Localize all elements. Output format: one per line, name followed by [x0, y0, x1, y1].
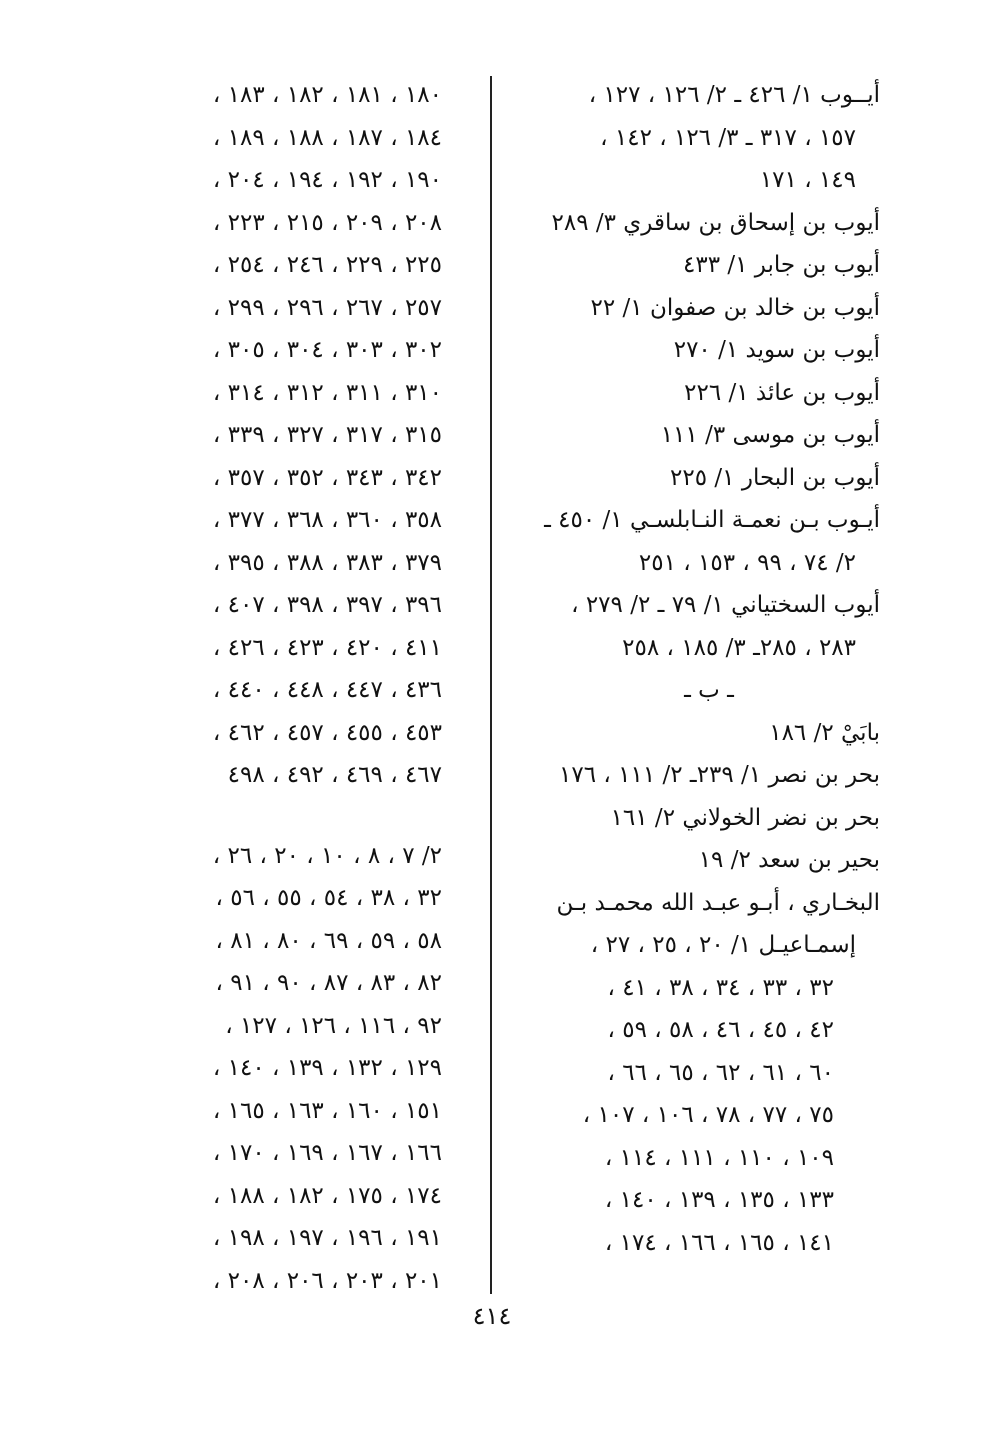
page-reference-line: ٥٨ ، ٥٩ ، ٦٩ ، ٨٠ ، ٨١ ، [215, 927, 442, 954]
index-continuation-line: ٤٢ ، ٤٥ ، ٤٦ ، ٥٨ ، ٥٩ ، [607, 1017, 834, 1043]
index-continuation-line: ١٣٣ ، ١٣٥ ، ١٣٩ ، ١٤٠ ، [604, 1187, 834, 1213]
index-entry: البخـاري ، أبـو عبـد الله محمـد بـن [556, 889, 880, 916]
page-reference-line: ٤٣٦ ، ٤٤٧ ، ٤٤٨ ، ٤٤٠ ، [212, 677, 442, 703]
section-heading: ـ ب ـ [684, 677, 734, 703]
page-reference-line: ٢٠٨ ، ٢٠٩ ، ٢١٥ ، ٢٢٣ ، [212, 209, 442, 236]
block-spacer [96, 797, 442, 835]
page-reference-line: ٤٥٣ ، ٤٥٥ ، ٤٥٧ ، ٤٦٢ ، [212, 719, 442, 746]
page-reference-line: ٣٢ ، ٣٨ ، ٥٤ ، ٥٥ ، ٥٦ ، [215, 885, 442, 911]
column-divider [490, 76, 492, 1294]
index-continuation-line: ٣٢ ، ٣٣ ، ٣٤ ، ٣٨ ، ٤١ ، [607, 974, 834, 1001]
index-entry: بحر بن نضر الخولاني ٢/ ١٦١ [610, 804, 880, 831]
index-entry: أيوب بن سويد ١/ ٢٧٠ [673, 337, 880, 363]
right-index-column [508, 74, 880, 1264]
index-continuation-line: إسمـاعيـل ١/ ٢٠ ، ٢٥ ، ٢٧ ، [590, 932, 856, 958]
page-reference-line: ١٦٦ ، ١٦٧ ، ١٦٩ ، ١٧٠ ، [212, 1140, 442, 1166]
index-entry: أيـوب بـن نعمـة النـابلسـي ١/ ٤٥٠ ـ [544, 507, 880, 533]
page-references-block-2 [96, 835, 442, 1303]
page-reference-line: ٢٥٧ ، ٢٦٧ ، ٢٩٦ ، ٢٩٩ ، [212, 294, 442, 321]
page-reference-line: ٣٧٩ ، ٣٨٣ ، ٣٨٨ ، ٣٩٥ ، [212, 549, 442, 576]
index-entry: أيوب بن جابر ١/ ٤٣٣ [683, 252, 880, 278]
page-reference-line: ١٨٤ ، ١٨٧ ، ١٨٨ ، ١٨٩ ، [212, 124, 442, 151]
page-reference-line: ٤٦٧ ، ٤٦٩ ، ٤٩٢ ، ٤٩٨ [227, 762, 442, 788]
index-continuation-line: ٢٨٣ ، ٢٨٥ـ ٣/ ١٨٥ ، ٢٥٨ [622, 634, 856, 661]
page-reference-line: ٢/ ٧ ، ٨ ، ١٠ ، ٢٠ ، ٢٦ ، [212, 842, 442, 869]
page-number: ٤١٤ [472, 1302, 512, 1330]
page-reference-line: ١٥١ ، ١٦٠ ، ١٦٣ ، ١٦٥ ، [212, 1097, 442, 1124]
page-reference-line: ٤١١ ، ٤٢٠ ، ٤٢٣ ، ٤٢٦ ، [212, 634, 442, 661]
page-reference-line: ٣٠٢ ، ٣٠٣ ، ٣٠٤ ، ٣٠٥ ، [212, 337, 442, 363]
index-continuation-line: ٧٥ ، ٧٧ ، ٧٨ ، ١٠٦ ، ١٠٧ ، [582, 1102, 834, 1128]
page-reference-line: ٢٠١ ، ٢٠٣ ، ٢٠٦ ، ٢٠٨ ، [212, 1267, 442, 1294]
index-entry: أيوب بن خالد بن صفوان ١/ ٢٢ [590, 294, 880, 321]
index-continuation-line: ٦٠ ، ٦١ ، ٦٢ ، ٦٥ ، ٦٦ ، [607, 1059, 834, 1086]
index-entry: أيوب بن عائذ ١/ ٢٢٦ [684, 379, 880, 406]
index-entry: أيوب بن موسى ٣/ ١١١ [660, 422, 880, 448]
page-reference-line: ١٢٩ ، ١٣٢ ، ١٣٩ ، ١٤٠ ، [212, 1055, 442, 1081]
page-reference-line: ١٨٠ ، ١٨١ ، ١٨٢ ، ١٨٣ ، [212, 82, 442, 108]
index-entry: أيــوب ١/ ٤٢٦ ـ ٢/ ١٢٦ ، ١٢٧ ، [588, 82, 880, 108]
index-entry: بحير بن سعد ٢/ ١٩ [698, 847, 880, 873]
page-reference-line: ٣٩٦ ، ٣٩٧ ، ٣٩٨ ، ٤٠٧ ، [212, 592, 442, 618]
index-continuation-line: ١٤٩ ، ١٧١ [759, 167, 856, 193]
index-continuation-line: ١٠٩ ، ١١٠ ، ١١١ ، ١١٤ ، [604, 1144, 834, 1171]
page-reference-line: ١٩١ ، ١٩٦ ، ١٩٧ ، ١٩٨ ، [212, 1225, 442, 1251]
index-continuation-line: ٢/ ٧٤ ، ٩٩ ، ١٥٣ ، ٢٥١ [638, 549, 856, 576]
index-entry: أيوب السختياني ١/ ٧٩ ـ ٢/ ٢٧٩ ، [571, 592, 880, 618]
index-continuation-line: ١٤١ ، ١٦٥ ، ١٦٦ ، ١٧٤ ، [604, 1229, 834, 1256]
page-reference-line: ٢٢٥ ، ٢٢٩ ، ٢٤٦ ، ٢٥٤ ، [212, 252, 442, 278]
index-entry: أيوب بن إسحاق بن ساقري ٣/ ٢٨٩ [551, 209, 880, 236]
page-reference-line: ١٩٠ ، ١٩٢ ، ١٩٤ ، ٢٠٤ ، [212, 167, 442, 193]
page-reference-line: ٣١٠ ، ٣١١ ، ٣١٢ ، ٣١٤ ، [212, 379, 442, 406]
index-entry: بابَيْ ٢/ ١٨٦ [769, 719, 880, 746]
page-reference-line: ١٧٤ ، ١٧٥ ، ١٨٢ ، ١٨٨ ، [212, 1182, 442, 1209]
page-reference-line: ٨٢ ، ٨٣ ، ٨٧ ، ٩٠ ، ٩١ ، [215, 970, 442, 996]
page-reference-line: ٣١٥ ، ٣١٧ ، ٣٢٧ ، ٣٣٩ ، [212, 422, 442, 448]
page-reference-line: ٣٥٨ ، ٣٦٠ ، ٣٦٨ ، ٣٧٧ ، [212, 507, 442, 533]
index-entry: بحر بن نصر ١/ ٢٣٩ـ ٢/ ١١١ ، ١٧٦ [559, 762, 880, 788]
left-index-column [96, 74, 442, 1302]
page-references-block-1 [96, 74, 442, 797]
page-reference-line: ٣٤٢ ، ٣٤٣ ، ٣٥٢ ، ٣٥٧ ، [212, 464, 442, 491]
index-continuation-line: ١٥٧ ، ٣١٧ ـ ٣/ ١٢٦ ، ١٤٢ ، [600, 124, 856, 151]
page-reference-line: ٩٢ ، ١١٦ ، ١٢٦ ، ١٢٧ ، [225, 1012, 442, 1039]
index-entry: أيوب بن البحار ١/ ٢٢٥ [670, 464, 880, 491]
